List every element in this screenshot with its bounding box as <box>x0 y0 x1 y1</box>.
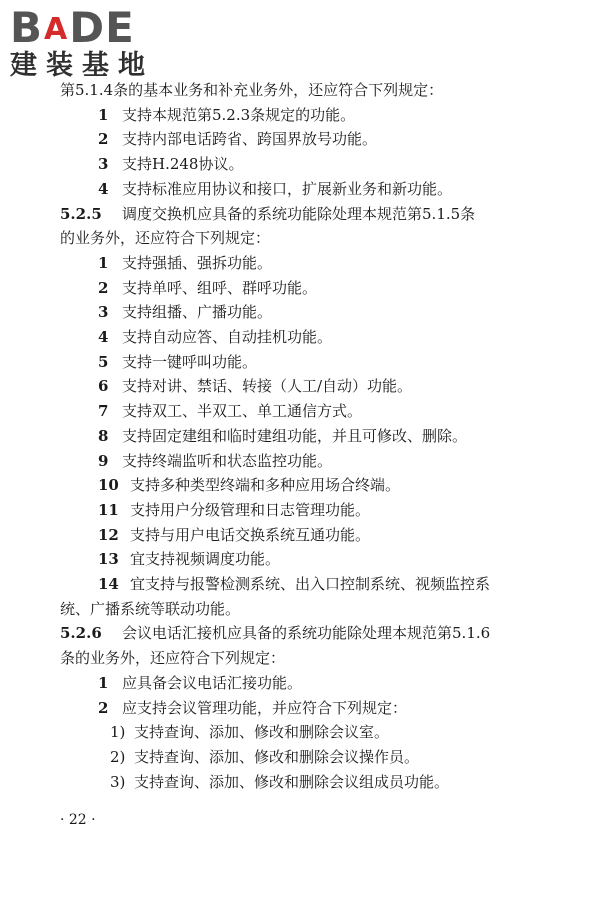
item-number: 5 <box>98 352 109 371</box>
item-number: 2 <box>98 698 109 717</box>
item-number: 7 <box>98 402 109 421</box>
item-number: 6 <box>98 377 109 396</box>
item-number: 3 <box>98 303 109 322</box>
line-text: 支持与用户电话交换系统互通功能。 <box>130 525 371 544</box>
text-line <box>0 770 600 795</box>
logo-letters-de: DE <box>69 3 135 52</box>
line-text: 支持H.248协议。 <box>122 155 244 174</box>
line-text: 条的业务外，还应符合下列规定： <box>60 649 286 668</box>
line-text: 支持强插、强拆功能。 <box>122 253 273 272</box>
page-number: · 22 · <box>60 812 96 828</box>
section-heading-line <box>0 621 600 646</box>
line-text: 支持内部电话跨省、跨国界放号功能。 <box>122 130 378 149</box>
text-line <box>0 498 600 523</box>
text-line <box>0 523 600 548</box>
line-text: 支持查询、添加、修改和删除会议组成员功能。 <box>134 772 450 791</box>
line-text: 支持固定建组和临时建组功能，并且可修改、删除。 <box>122 426 468 445</box>
item-number: 11 <box>98 500 119 519</box>
section-number: 5.2.5 <box>60 204 102 223</box>
line-text: 支持用户分级管理和日志管理功能。 <box>130 500 371 519</box>
text-line <box>0 251 600 276</box>
line-text: 第5.1.4条的基本业务和补充业务外，还应符合下列规定： <box>60 81 444 99</box>
logo-chinese-name: 建装基地 <box>10 50 154 81</box>
text-line <box>0 424 600 449</box>
item-number: 8 <box>98 426 109 445</box>
line-text: 调度交换机应具备的系统功能除处理本规范第5.1.5条 <box>122 204 476 223</box>
item-number: 2 <box>98 278 109 297</box>
bade-logo <box>10 3 180 86</box>
item-number: 1) <box>110 723 126 742</box>
item-number: 9 <box>98 451 109 470</box>
text-line <box>0 350 600 375</box>
line-text: 宜支持与报警检测系统、出入口控制系统、视频监控系 <box>130 575 491 594</box>
text-line <box>0 399 600 424</box>
text-line <box>0 127 600 152</box>
line-text: 统、广播系统等联动功能。 <box>60 599 241 618</box>
text-line <box>0 152 600 177</box>
line-text: 支持查询、添加、修改和删除会议室。 <box>134 723 390 742</box>
text-line <box>0 226 600 251</box>
text-line <box>0 745 600 770</box>
line-text: 支持多种类型终端和多种应用场合终端。 <box>130 476 401 495</box>
line-text: 的业务外，还应符合下列规定： <box>60 229 271 248</box>
line-text: 应支持会议管理功能，并应符合下列规定： <box>122 698 408 717</box>
text-line <box>0 374 600 399</box>
item-number: 13 <box>98 550 119 569</box>
line-text: 支持查询、添加、修改和删除会议操作员。 <box>134 747 420 766</box>
logo-letter-b: B <box>10 3 44 52</box>
text-line <box>0 696 600 721</box>
text-line <box>0 547 600 572</box>
line-text: 支持本规范第5.2.3条规定的功能。 <box>122 105 356 124</box>
line-text: 支持标准应用协议和接口，扩展新业务和新功能。 <box>122 179 453 198</box>
text-line <box>0 720 600 745</box>
text-line <box>0 276 600 301</box>
document-body <box>0 78 600 794</box>
item-number: 10 <box>98 476 119 495</box>
item-number: 2 <box>98 130 109 149</box>
item-number: 12 <box>98 525 119 544</box>
text-line <box>0 300 600 325</box>
line-text: 支持自动应答、自动挂机功能。 <box>122 328 333 347</box>
line-text: 支持终端监听和状态监控功能。 <box>122 451 333 470</box>
line-text: 支持对讲、禁话、转接（人工/自动）功能。 <box>122 377 413 396</box>
text-line <box>0 78 600 103</box>
text-line <box>0 646 600 671</box>
line-text: 应具备会议电话汇接功能。 <box>122 673 303 692</box>
section-heading-line <box>0 202 600 227</box>
item-number: 4 <box>98 179 109 198</box>
line-text: 支持一键呼叫功能。 <box>122 352 258 371</box>
item-number: 3) <box>110 772 126 791</box>
item-number: 4 <box>98 328 109 347</box>
item-number: 1 <box>98 105 109 124</box>
text-line <box>0 177 600 202</box>
text-line <box>0 449 600 474</box>
item-number: 1 <box>98 253 109 272</box>
line-text: 支持组播、广播功能。 <box>122 303 273 322</box>
text-line <box>0 597 600 622</box>
item-number: 14 <box>98 575 119 594</box>
item-number: 1 <box>98 673 109 692</box>
logo-letter-a-accent: A <box>44 12 69 47</box>
text-line <box>0 473 600 498</box>
text-line <box>0 572 600 597</box>
text-line <box>0 103 600 128</box>
line-text: 支持双工、半双工、单工通信方式。 <box>122 402 363 421</box>
item-number: 2) <box>110 747 126 766</box>
section-number: 5.2.6 <box>60 624 102 643</box>
logo-wordmark <box>10 3 180 52</box>
line-text: 会议电话汇接机应具备的系统功能除处理本规范第5.1.6 <box>122 624 491 643</box>
line-text: 支持单呼、组呼、群呼功能。 <box>122 278 318 297</box>
text-line <box>0 671 600 696</box>
item-number: 3 <box>98 155 109 174</box>
line-text: 宜支持视频调度功能。 <box>130 550 281 569</box>
text-line <box>0 325 600 350</box>
